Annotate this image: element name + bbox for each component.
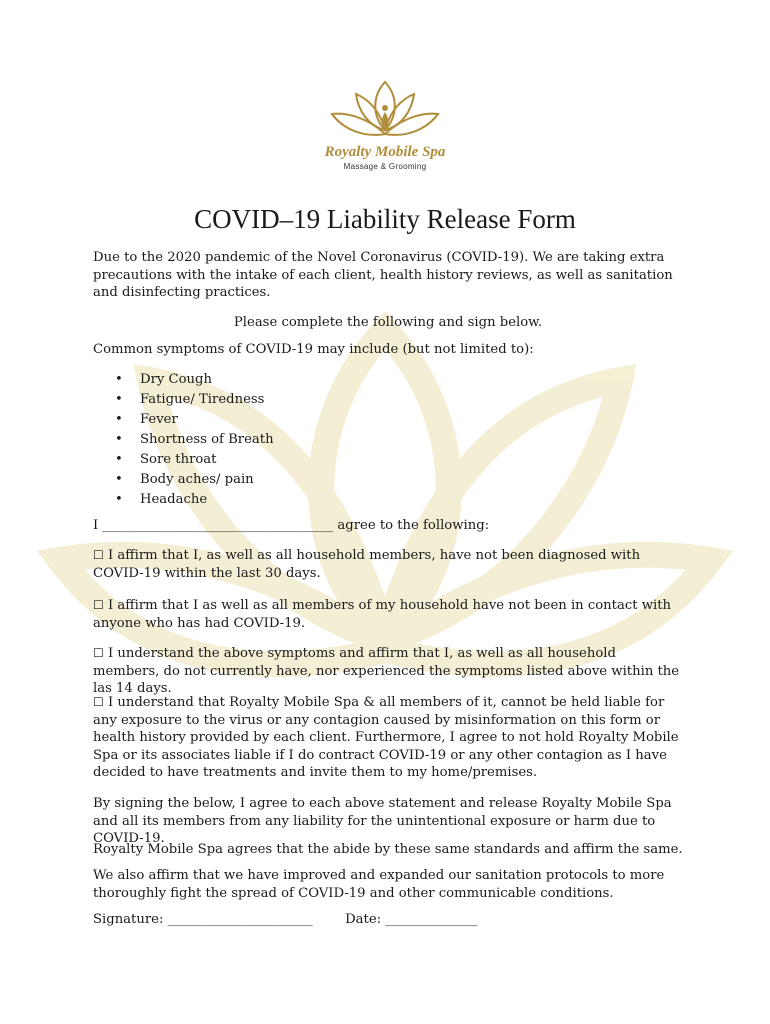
list-item: • Fatigue/ Tiredness — [113, 390, 274, 410]
bullet-icon: • — [115, 392, 123, 407]
company-logo — [300, 78, 470, 171]
signature-field[interactable]: ______________________ — [167, 912, 313, 927]
list-item: • Fever — [113, 410, 274, 430]
checkbox-1[interactable]: ☐ — [93, 548, 104, 562]
checkbox-4[interactable]: ☐ — [93, 695, 104, 709]
agree-line: I ___________________________________ agree to the following: — [93, 518, 490, 533]
list-item: • Headache — [113, 490, 274, 510]
checkbox-3[interactable]: ☐ — [93, 646, 104, 660]
bullet-icon: • — [115, 472, 123, 487]
affirmation-1: ☐ I affirm that I, as well as all household members, have not been diagnosed with COVID-19 within the last 30 days. — [93, 548, 641, 581]
signature-label: Signature: — [93, 912, 164, 927]
list-item: • Sore throat — [113, 450, 274, 470]
list-item: • Body aches/ pain — [113, 470, 274, 490]
affirmation-4: ☐ I understand that Royalty Mobile Spa & all members of it, cannot be held liable for any exposure to the virus or any contagion caused by misinformation on this form or health history provided by each client. Furthermore, I agree to not hold Royalty Mobile Spa or its associates liable if I do contract COVID-19 or any other contagion as I have decided to have treatments and invite them to my home/premises. — [93, 695, 679, 780]
signature-row — [93, 912, 478, 927]
name-field[interactable]: ___________________________________ — [102, 518, 334, 533]
release-statement: By signing the below, I agree to each above statement and release Royalty Mobile Spa and all its members from any liability for the unintentional exposure or harm due to COVID-19. — [93, 796, 672, 846]
bullet-icon: • — [115, 412, 123, 427]
bullet-icon: • — [115, 452, 123, 467]
bullet-icon: • — [115, 432, 123, 447]
affirmation-2: ☐ I affirm that I as well as all members of my household have not been in contact with anyone who has had COVID-19. — [93, 598, 672, 631]
brand-tagline: Massage & Grooming — [343, 162, 427, 171]
lotus-logo-icon — [324, 78, 446, 142]
list-item: • Shortness of Breath — [113, 430, 274, 450]
page-title: COVID–19 Liability Release Form — [194, 204, 576, 234]
date-label: Date: — [345, 912, 382, 927]
instruction-text: Please complete the following and sign below. — [233, 315, 543, 330]
intro-paragraph: Due to the 2020 pandemic of the Novel Coronavirus (COVID-19). We are taking extra precautions with the intake of each client, health history reviews, as well as sanitation and disinfecting practices. — [93, 250, 673, 300]
spa-agreement: Royalty Mobile Spa agrees that the abide by these same standards and affirm the same. — [93, 842, 683, 857]
checkbox-2[interactable]: ☐ — [93, 598, 104, 612]
sanitation-statement: We also affirm that we have improved and expanded our sanitation protocols to more thoroughly fight the spread of COVID-19 and other communicable conditions. — [93, 868, 665, 901]
date-field[interactable]: ______________ — [385, 912, 478, 927]
bullet-icon: • — [115, 492, 123, 507]
list-item: • Dry Cough — [113, 370, 274, 390]
bullet-icon: • — [115, 372, 123, 387]
affirmation-3: ☐ I understand the above symptoms and affirm that I, as well as all household members, do not currently have, nor experienced the symptoms listed above within the las 14 days. — [93, 646, 680, 696]
symptoms-heading: Common symptoms of COVID-19 may include (but not limited to): — [93, 342, 534, 357]
symptoms-list — [113, 370, 274, 510]
brand-name: Royalty Mobile Spa — [324, 144, 446, 160]
